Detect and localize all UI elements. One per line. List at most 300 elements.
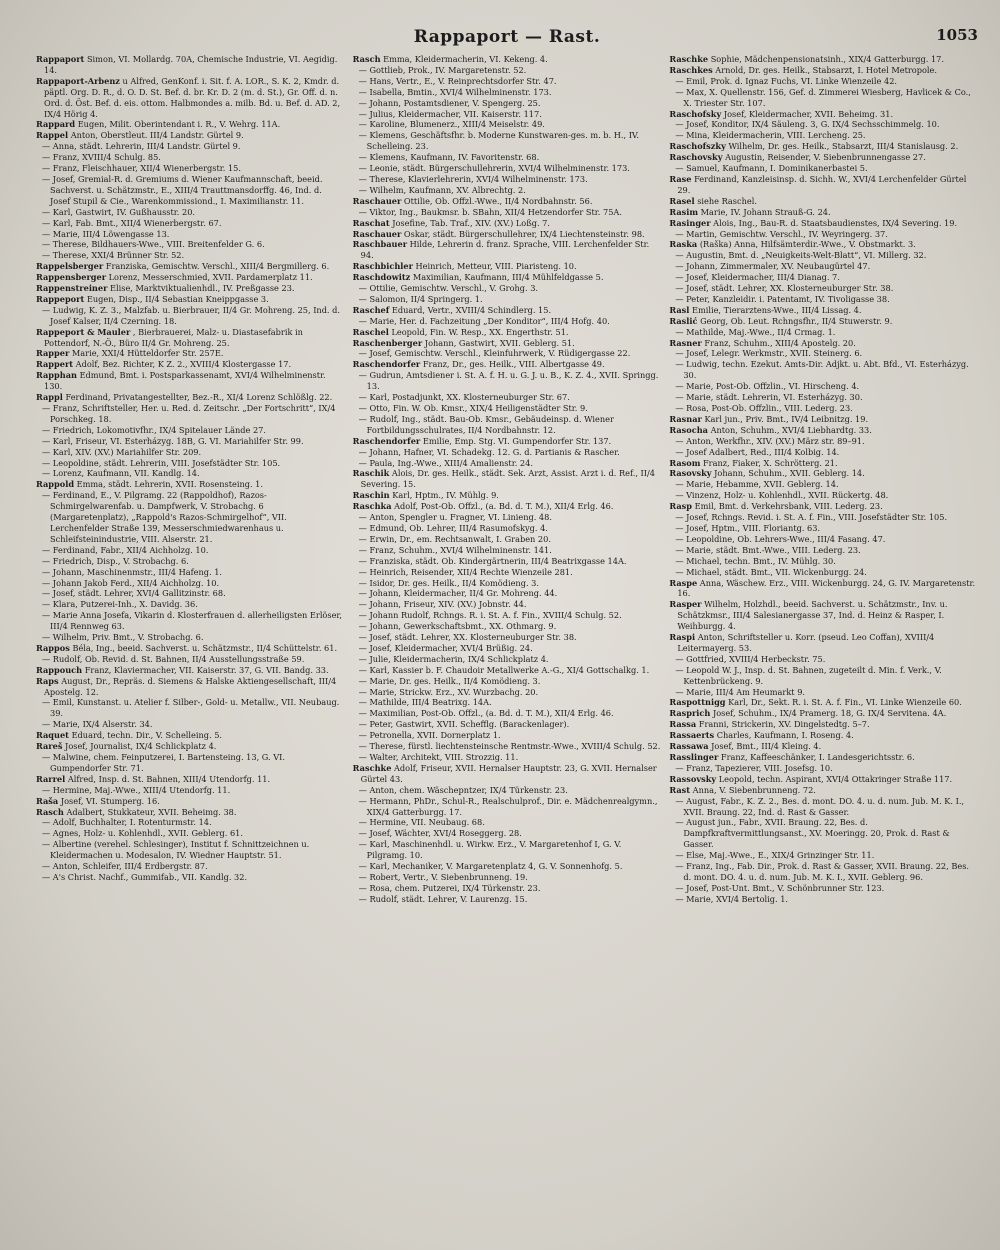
entry-text: Franz, Dr., ges. Heilk., VIII. Albertgasse 49.: [422, 359, 605, 370]
directory-entry-sub: [353, 163, 662, 174]
directory-entry-sub: [353, 403, 662, 414]
entry-text: — Josef, Rchngs. Revid. i. St. A. f. Fin., VIII. Josefstädter Str. 105.: [675, 512, 948, 523]
directory-entry-main: [669, 109, 978, 120]
directory-entry-sub: [36, 752, 345, 774]
directory-entry-sub: [669, 796, 978, 818]
directory-entry-sub: [669, 348, 978, 359]
entry-text: Eduard, techn. Dir., V. Schelleing. 5.: [71, 730, 223, 741]
entry-text: — Gottfried, XVIII/4 Herbeckstr. 75.: [675, 653, 826, 664]
directory-entry-sub: [353, 392, 662, 403]
directory-entry-main: [669, 632, 978, 654]
entry-text: — Rosa, chem. Putzerei, IX/4 Türkenstr. 23.: [358, 882, 541, 893]
entry-surname: Raschendorfer: [352, 435, 421, 446]
directory-entry-main: [36, 479, 345, 490]
directory-entry-sub: [353, 87, 662, 98]
directory-entry-main: [669, 458, 978, 469]
entry-text: — Ferdinand, Fabr., XII/4 Aichholzg. 10.: [42, 544, 209, 555]
directory-entry-main: [669, 207, 978, 218]
entry-text: — Ludwig, techn. Ezekut. Amts-Dir. Adjkt. u. Abt. Bfd., VI. Esterházyg. 30.: [675, 359, 969, 381]
entry-surname: Rapphan: [36, 370, 77, 381]
directory-entry-sub: [36, 545, 345, 556]
directory-entry-sub: [669, 512, 978, 523]
directory-entry-sub: [669, 883, 978, 894]
directory-entry-sub: [353, 883, 662, 894]
entry-text: Josef, Journalist, IX/4 Schlickplatz 4.: [65, 741, 217, 752]
directory-entry-sub: [353, 207, 662, 218]
directory-entry-sub: [669, 763, 978, 774]
directory-entry-main: [669, 752, 978, 763]
directory-entry-sub: [669, 283, 978, 294]
directory-entry-main: [353, 436, 662, 447]
directory-entry-sub: [36, 632, 345, 643]
directory-entry-sub: [353, 447, 662, 458]
entry-surname: Raschovsky: [669, 152, 723, 163]
directory-entry-sub: [669, 687, 978, 698]
directory-entry-sub: [669, 490, 978, 501]
entry-surname: Raschat: [352, 217, 390, 228]
directory-entry-main: [669, 708, 978, 719]
entry-surname: Raschke: [669, 54, 709, 64]
entry-text: — Johann, Friseur, XIV. (XV.) Jobnstr. 44.: [358, 599, 527, 610]
entry-text: — Therese, XXI/4 Brünner Str. 52.: [42, 250, 185, 261]
entry-text: — Karl, Kassier b. F. Chaudoir Metallwerke A.-G., XI/4 Gottschalkg. 1.: [358, 664, 650, 675]
entry-text: — Johann, Postamtsdiener, V. Spengerg. 25.: [358, 97, 541, 108]
directory-entry-main: [36, 359, 345, 370]
entry-surname: Raska: [669, 239, 698, 250]
directory-entry-main: [669, 468, 978, 479]
directory-entry-sub: [353, 610, 662, 621]
entry-text: — Gottlieb, Prok., IV. Margaretenstr. 52.: [358, 64, 527, 75]
entry-text: Arnold, Dr. ges. Heilk., Stabsarzt, I. Hotel Metropole.: [715, 64, 937, 75]
directory-entry-main: [669, 54, 978, 65]
entry-text: — Paula, Ing.-Wwe., XIII/4 Amalienstr. 24.: [358, 457, 533, 468]
directory-entry-sub: [353, 152, 662, 163]
entry-text: — Johann, Hafner, VI. Schadekg. 12. G. d. Partianis & Rascher.: [358, 446, 620, 457]
entry-text: — Isabella, Bmtin., XVI/4 Wilhelminenstr. 173.: [358, 86, 552, 97]
directory-entry-sub: [353, 785, 662, 796]
entry-text: Oskar, städt. Bürgerschullehrer, IX/4 Liechtensteinstr. 98.: [403, 228, 645, 239]
entry-text: — Klemens, Geschäftsfhr. b. Moderne Kunstwaren-ges. m. b. H., IV. Schelleing. 23.: [358, 130, 640, 152]
directory-entry-sub: [36, 828, 345, 839]
directory-entry-sub: [669, 76, 978, 87]
entry-text: — Emil, Kunstanst. u. Atelier f. Silber-, Gold- u. Metallw., VII. Neubaug. 39.: [42, 697, 340, 719]
entry-text: — Leopoldine, Ob. Lehrers-Wwe., III/4 Fasang. 47.: [675, 533, 886, 544]
directory-entry-sub: [353, 697, 662, 708]
directory-entry-main: [353, 54, 662, 65]
entry-text: Karl, Dr., Sekt. R. i. St. A. f. Fin., VI. Linke Wienzeile 60.: [728, 697, 962, 708]
running-head: Rappaport — Rast.: [413, 27, 601, 47]
directory-entry-sub: [353, 545, 662, 556]
entry-text: — Michael, techn. Bmt., IV. Mühlg. 30.: [675, 555, 836, 566]
entry-surname: Rappel: [36, 130, 69, 141]
directory-entry-main: [353, 763, 662, 785]
entry-surname: Raschik: [352, 468, 390, 479]
directory-entry-sub: [669, 130, 978, 141]
entry-text: Franziska, Gemischtw. Verschl., XIII/4 Bergmillerg. 6.: [105, 261, 330, 272]
directory-entry-sub: [353, 730, 662, 741]
entry-text: — Mathilde, III/4 Beatrixg. 14A.: [358, 697, 492, 708]
directory-entry-main: [669, 305, 978, 316]
entry-text: — Anna, städt. Lehrerin, III/4 Landstr. Gürtel 9.: [42, 141, 241, 152]
entry-text: — Friedrich, Lokomotivfhr., IX/4 Spitelauer Lände 27.: [42, 424, 266, 435]
entry-text: — Viktor, Ing., Baukmsr. b. SBahn, XII/4 Hetzendorfer Str. 75A.: [358, 206, 622, 217]
directory-entry-main: [36, 283, 345, 294]
directory-entry-sub: [353, 414, 662, 436]
directory-entry-main: [669, 501, 978, 512]
entry-text: — Leopold W. J., Insp. d. St. Bahnen, zugeteilt d. Min. f. Verk., V. Kettenbrückeng. 9.: [675, 664, 942, 686]
directory-entry-sub: [36, 152, 345, 163]
directory-entry-sub: [669, 850, 978, 861]
entry-text: Wilhelm, Holzhdl., beeid. Sachverst. u. Schätzmstr., Inv. u. Schätzkmsr., III/4 Salesianergasse 37, Ind. d. Heinz & Rasper, I. Weihburgg. 4.: [677, 599, 948, 632]
directory-entry-sub: [353, 665, 662, 676]
directory-entry-main: [36, 796, 345, 807]
entry-text: Josef, Kleidermacher, XVII. Beheimg. 31.: [723, 108, 894, 119]
entry-text: — Ludwig, K. Z. 3., Malzfab. u. Bierbrauer, II/4 Gr. Mohreng. 25, Ind. d. Josef Kalser, II/4 Czerning. 18.: [42, 304, 340, 326]
directory-entry-sub: [353, 861, 662, 872]
entry-text: — Josef, Hptm., VIII. Floriantg. 63.: [675, 522, 821, 533]
entry-text: Josef, Schuhm., IX/4 Pramerg. 18, G. IX/4 Servitenа. 4A.: [712, 708, 947, 719]
entry-text: — Ferdinand, E., V. Pilgramg. 22 (Rappoldhof), Razos-Schmirgelwarenfab. u. Dampfwerk, V. Strobachg. 6 (Margaretenplatz), „Rappold's Razos-Schmirgelhof“, VII. Lerchenfelder Straße 139, Messerschmiedwarenhaus u. Schleifsteinindustrie, VIII. Alserstr. 21.: [42, 490, 287, 544]
directory-entry-main: [36, 76, 345, 120]
directory-entry-sub: [669, 294, 978, 305]
directory-entry-sub: [669, 567, 978, 578]
entry-text: — Marie, Hebamme, XVII. Geblerg. 14.: [675, 479, 839, 490]
entry-text: — Karoline, Blumenerz., XIII/4 Meiselstr. 49.: [358, 119, 545, 130]
entry-surname: Raschin: [352, 490, 390, 501]
directory-entry-main: [36, 119, 345, 130]
entry-text: — A's Christ. Nachf., Gummifab., VII. Kandlg. 32.: [42, 871, 248, 882]
entry-text: — Hans, Vertr., E., V. Reinprechtsdorfer Str. 47.: [358, 75, 557, 86]
entry-surname: Rassa: [669, 719, 697, 730]
directory-entry-main: [36, 261, 345, 272]
directory-entry-main: [669, 338, 978, 349]
entry-text: Leopold, techn. Aspirant, XVI/4 Ottakringer Straße 117.: [718, 773, 953, 784]
directory-entry-main: [669, 774, 978, 785]
directory-entry-main: [669, 425, 978, 436]
directory-entry-sub: [669, 359, 978, 381]
entry-text: — Josef, Kleidermacher, XVI/4 Brüßig. 24.: [358, 642, 533, 653]
directory-entry-main: [353, 338, 662, 349]
directory-entry-sub: [353, 370, 662, 392]
directory-entry-main: [353, 501, 662, 512]
entry-text: — Marie, Post-Ob. Offzlin., VI. Hirscheng. 4.: [675, 381, 860, 392]
entry-text: — Josef, Lelegr. Werkmstr., XVII. Steinerg. 6.: [675, 348, 863, 359]
entry-surname: Rassovsky: [669, 773, 717, 784]
entry-text: — Marie, Her. d. Fachzeitung „Der Konditor“, III/4 Hofg. 40.: [358, 315, 610, 326]
entry-text: — Franziska, städt. Ob. Kindergärtnerin, III/4 Beatrixgasse 14A.: [358, 555, 627, 566]
entry-surname: Rappensberger: [36, 272, 107, 283]
directory-entry-sub: [353, 174, 662, 185]
entry-text: — Hermine, Maj.-Wwe., XIII/4 Utendorfg. 11.: [42, 784, 231, 795]
entry-text: — Johann, Maschinenmstr., III/4 Hafeng. 1.: [42, 566, 223, 577]
entry-text: — Klemens, Kaufmann, IV. Favoritenstr. 68.: [358, 152, 540, 163]
directory-entry-sub: [353, 130, 662, 152]
entry-text: — Maximilian, Post-Ob. Offzl., (a. Bd. d. T. M.), XII/4 Erlg. 46.: [358, 708, 614, 719]
entry-text: — Friedrich, Disp., V. Strobachg. 6.: [42, 555, 189, 566]
entry-text: — Marie, XVI/4 Bertolig. 1.: [675, 893, 789, 904]
entry-text: — Erwin, Dr., em. Rechtsanwalt, I. Graben 20.: [358, 533, 551, 544]
entry-text: — Edmund, Ob. Lehrer, III/4 Rasumofskyg. 4.: [358, 522, 548, 533]
directory-entry-main: [669, 174, 978, 196]
entry-text: Emil, Bmt. d. Verkehrsbank, VIII. Lederg. 23.: [694, 501, 883, 512]
directory-entry-main: [353, 305, 662, 316]
entry-text: — Klara, Putzerei-Inh., X. Davidg. 36.: [42, 599, 198, 610]
entry-surname: Rappl: [36, 392, 63, 403]
directory-entry-sub: [353, 556, 662, 567]
entry-text: Emilie, Emp. Stg. VI. Gumpendorfer Str. 137.: [422, 435, 612, 446]
entry-text: Leopold, Fin. W. Resp., XX. Engerthstr. 51.: [391, 326, 569, 337]
directory-entry-main: [353, 261, 662, 272]
entry-text: Anna, V. Siebenbrunneng. 72.: [692, 784, 816, 795]
entry-text: — Otto, Fin. W. Ob. Kmsr., XIX/4 Heiligenstädter Str. 9.: [358, 403, 588, 413]
directory-entry-sub: [36, 861, 345, 872]
entry-text: — Gudrun, Amtsdiener i. St. A. f. H. u. G. J. u. B., K. Z. 4., XVII. Springg. 13.: [358, 370, 659, 392]
entry-surname: Raschef: [352, 304, 390, 315]
entry-text: — Malwine, chem. Feinputzerei, I. Bartensteing. 13, G. VI. Gumpendorfer Str. 71.: [42, 752, 285, 773]
entry-text: — Marie, städt. Bmt.-Wwe., VIII. Lederg. 23.: [675, 544, 861, 555]
directory-entry-sub: [353, 578, 662, 589]
entry-text: — Marie, Dr. ges. Heilk., II/4 Komödieng. 3.: [358, 675, 541, 686]
entry-text: Adalbert, Stukkateur, XVII. Beheimg. 38.: [66, 806, 237, 817]
entry-text: — Josef, Post-Unt. Bmt., V. Schönbrunner Str. 123.: [675, 882, 885, 893]
entry-text: — Josef Adalbert, Red., III/4 Kolbig. 14.: [675, 446, 840, 457]
directory-entry-sub: [36, 817, 345, 828]
entry-text: — Emil, Prok. d. Ignaz Fuchs, VI. Linke Wienzeile 42.: [675, 75, 898, 86]
entry-surname: Rassawa: [669, 741, 709, 752]
directory-entry-main: [353, 218, 662, 229]
entry-surname: Raschkes: [669, 64, 713, 75]
directory-entry-sub: [669, 479, 978, 490]
entry-text: — Leopoldine, städt. Lehrerin, VIII. Josefstädter Str. 105.: [42, 457, 281, 468]
directory-entry-sub: [36, 578, 345, 589]
entry-surname: Raschdowitz: [352, 272, 411, 283]
entry-text: — Marie, Strickw. Erz., XV. Wurzbachg. 20.: [358, 686, 539, 697]
entry-surname: Raschbauer: [352, 239, 408, 250]
directory-entry-sub: [353, 839, 662, 861]
entry-text: — Karl, Postadjunkt, XX. Klosterneuburger Str. 67.: [358, 392, 570, 403]
directory-entry-sub: [669, 556, 978, 567]
entry-surname: Rasprich: [669, 708, 711, 719]
directory-entry-main: [353, 229, 662, 240]
entry-surname: Raschauer: [352, 228, 402, 239]
directory-entry-main: [353, 359, 662, 370]
directory-entry-sub: [353, 599, 662, 610]
directory-entry-sub: [353, 872, 662, 883]
entry-text: — Johann, Gewerkschaftsbmt., XX. Othmarg. 9.: [358, 621, 557, 632]
directory-entry-sub: [36, 839, 345, 861]
directory-entry-main: [353, 272, 662, 283]
directory-entry-sub: [669, 447, 978, 458]
entry-surname: Rappard: [36, 119, 76, 130]
entry-text: — Franz, Schuhm., XVI/4 Wilhelminenstr. 141.: [358, 544, 552, 555]
directory-entry-sub: [669, 665, 978, 687]
entry-surname: Rasnar: [669, 413, 702, 424]
directory-entry-main: [669, 239, 978, 250]
directory-entry-main: [669, 152, 978, 163]
entry-text: — Adolf, Buchhalter, I. Rotenturmstr. 14.: [42, 817, 212, 828]
entry-surname: Raspottnigg: [669, 697, 726, 708]
directory-entry-main: [36, 643, 345, 654]
directory-entry-main: [353, 196, 662, 207]
directory-entry-main: [669, 316, 978, 327]
directory-entry-sub: [353, 817, 662, 828]
entry-surname: Rappert: [36, 359, 74, 370]
entry-text: — Josef, städt. Lehrer, XX. Klosterneuburger Str. 38.: [358, 632, 577, 643]
directory-entry-main: [669, 785, 978, 796]
directory-columns: [36, 54, 978, 1234]
directory-entry-sub: [353, 294, 662, 305]
directory-entry-sub: [669, 894, 978, 905]
entry-text: Simon, VI. Mollardg. 70A, Chemische Industrie, VI. Aegidig. 14.: [44, 54, 338, 75]
directory-entry-sub: [353, 654, 662, 665]
directory-entry-main: [353, 490, 662, 501]
entry-text: — Josef, Wächter, XVI/4 Roseggerg. 28.: [358, 828, 522, 839]
directory-entry-main: [669, 578, 978, 600]
entry-surname: Raschbichler: [352, 261, 413, 272]
directory-entry-sub: [353, 708, 662, 719]
entry-surname: Rasp: [669, 501, 692, 512]
entry-text: — Franz, Tapezierer, VIII. Josefsg. 10.: [675, 762, 833, 773]
entry-text: Marie, XXI/4 Hütteldorfer Str. 257E.: [71, 348, 224, 359]
directory-entry-main: [36, 370, 345, 392]
entry-text: — Therese, Klavierlehrerin, XVI/4 Wilhelminenstr. 173.: [358, 173, 588, 184]
directory-entry-sub: [353, 98, 662, 109]
entry-text: — Augustin, Bmt. d. „Neuigkeits-Welt-Blatt“, VI. Millerg. 32.: [675, 250, 927, 261]
directory-entry-sub: [353, 185, 662, 196]
directory-entry-main: [353, 239, 662, 261]
directory-entry-sub: [36, 218, 345, 229]
entry-text: — Martin, Gemischtw. Verschl., IV. Weyringerg. 37.: [675, 228, 888, 239]
page-header: [36, 24, 978, 50]
directory-entry-main: [669, 65, 978, 76]
entry-text: Josef, VI. Stumperg. 16.: [60, 795, 160, 806]
entry-text: — Max, X. Quellenstr. 156, Gef. d. Zimmerei Wiesberg, Havlicek & Co., X. Triester Str. 107.: [675, 86, 971, 108]
entry-text: — Karl, Fab. Bmt., XII/4 Wienerbergstr. 67.: [42, 217, 222, 228]
entry-surname: Rasom: [669, 457, 701, 468]
entry-text: — Rudolf, Ob. Revid. d. St. Bahnen, II/4 Ausstellungsstraße 59.: [42, 653, 305, 664]
entry-text: Elise, Marktviktualienhdl., IV. Preßgasse 23.: [110, 283, 295, 294]
entry-surname: Rappouch: [36, 664, 83, 675]
entry-text: Franz, Fiaker, X. Schrötterg. 21.: [702, 457, 838, 468]
column-3: [669, 54, 978, 1234]
entry-surname: Raspe: [669, 577, 698, 588]
entry-text: Johann, Gastwirt, XVII. Geblerg. 51.: [424, 337, 575, 348]
directory-entry-sub: [353, 567, 662, 578]
entry-text: — Marie, IX/4 Alserstr. 34.: [42, 719, 153, 730]
entry-text: — Else, Maj.-Wwe., E., XIX/4 Grinzinger Str. 11.: [675, 850, 875, 861]
entry-text: — Therese, Bildhauers-Wwe., VIII. Breitenfelder G. 6.: [42, 239, 265, 250]
entry-text: — Franz, Fleischhauer, XII/4 Wienerbergstr. 15.: [42, 163, 241, 174]
directory-entry-sub: [353, 796, 662, 818]
directory-entry-sub: [36, 719, 345, 730]
directory-entry-sub: [36, 403, 345, 425]
directory-entry-sub: [36, 588, 345, 599]
entry-text: Emma, städt. Lehrerin, XVII. Rosensteing. 1.: [76, 479, 263, 490]
directory-entry-sub: [669, 87, 978, 109]
directory-entry-main: [36, 130, 345, 141]
directory-entry-sub: [353, 458, 662, 469]
entry-text: — Robert, Vertr., V. Siebenbrunneng. 19.: [358, 871, 528, 882]
entry-surname: Rappeport & Mauler: [36, 326, 131, 337]
entry-text: Augustin, Reisender, V. Siebenbrunnengasse 27.: [725, 152, 926, 163]
entry-text: — Johann, Kleidermacher, II/4 Gr. Mohreng. 44.: [358, 588, 558, 599]
entry-text: — Julius, Kleidermacher, VII. Kaiserstr. 117.: [358, 108, 542, 119]
entry-text: — Isidor, Dr. ges. Heilk., II/4 Komödieng. 3.: [358, 577, 539, 588]
directory-entry-sub: [353, 719, 662, 730]
entry-text: Karl, Hptm., IV. Mühlg. 9.: [392, 490, 499, 501]
entry-text: — Walter, Architekt, VIII. Strozzig. 11.: [358, 752, 519, 762]
directory-entry-sub: [36, 207, 345, 218]
entry-text: Franz, Klaviermacher, VII. Kaiserstr. 37, G. VII. Bandg. 33.: [84, 664, 329, 675]
directory-entry-main: [36, 665, 345, 676]
entry-text: — Karl, Friseur, VI. Esterházyg. 18B, G. VI. Mariahilfer Str. 99.: [42, 435, 304, 446]
entry-text: Ottilie, Ob. Offzl.-Wwe., II/4 Nordbahnstr. 56.: [403, 195, 593, 206]
directory-entry-sub: [36, 250, 345, 261]
directory-entry-sub: [669, 654, 978, 665]
entry-surname: Raschka: [352, 501, 392, 512]
entry-text: Eugen, Milit. Oberintendant i. R., V. Wehrg. 11A.: [77, 119, 281, 130]
entry-text: Franni, Strickerin, XV. Dingelstedtg. 5–7.: [698, 719, 870, 730]
entry-text: Emma, Kleidermacherin, VI. Kekeng. 4.: [383, 54, 548, 64]
directory-entry-sub: [36, 425, 345, 436]
entry-text: Charles, Kaufmann, I. Roseng. 4.: [716, 730, 854, 741]
entry-text: — Heinrich, Reisender, XII/4 Rechte Wienzeile 281.: [358, 566, 573, 577]
directory-entry-sub: [353, 316, 662, 327]
entry-text: Josefine, Tab. Traf., XIV. (XV.) Loßg. 7.: [392, 217, 550, 228]
directory-entry-sub: [36, 305, 345, 327]
directory-entry-sub: [669, 163, 978, 174]
directory-entry-sub: [36, 610, 345, 632]
directory-entry-sub: [669, 403, 978, 414]
directory-entry-sub: [36, 447, 345, 458]
entry-text: — Marie, städt. Lehrerin, VI. Esterházyg. 30.: [675, 392, 863, 403]
entry-text: — Josef, städt. Lehrer, XVI/4 Gallitzinstr. 68.: [42, 588, 226, 599]
entry-text: Alois, Ing., Bau-R. d. Staatsbaudienstes, IX/4 Severing. 19.: [713, 217, 958, 228]
entry-text: — Anton, Spengler u. Fragner, VI. Linieng. 48.: [358, 512, 552, 523]
entry-text: Eugen, Disp., II/4 Sebastian Kneippgasse 3.: [86, 293, 269, 304]
entry-text: Franz, Schuhm., XIII/4 Apostelg. 20.: [704, 337, 856, 348]
directory-entry-sub: [353, 283, 662, 294]
entry-text: — Anton, Werkfhr., XIV. (XV.) März str. 89–91.: [675, 435, 865, 446]
entry-surname: Raschenberger: [352, 337, 423, 348]
directory-entry-sub: [36, 599, 345, 610]
column-2: [353, 54, 662, 1234]
entry-text: Karl jun., Priv. Bmt., IV/4 Leibnitzg. 19.: [704, 413, 869, 424]
entry-text: Alois, Dr. ges. Heilk., städt. Sek. Arzt, Assist. Arzt i. d. Ref., II/4 Severing. 15.: [360, 468, 655, 490]
entry-text: — Therese, fürstl. liechtensteinsche Rentmstr.-Wwe., XVIII/4 Schulg. 52.: [358, 741, 661, 752]
entry-text: — Josef, Konditor, IX/4 Säuleng. 3, G. IX/4 Sechsschimmelg. 10.: [675, 119, 940, 130]
entry-text: — Vinzenz, Holz- u. Kohlenhdl., XVII. Rückertg. 48.: [675, 490, 889, 501]
entry-text: Alfred, Insp. d. St. Bahnen, XIII/4 Utendorfg. 11.: [67, 773, 271, 784]
entry-surname: Raschofsky: [669, 108, 722, 119]
directory-entry-main: [36, 294, 345, 305]
directory-entry-sub: [669, 861, 978, 883]
directory-entry-main: [36, 54, 345, 76]
entry-surname: Rasper: [669, 599, 702, 610]
entry-surname: Raschke: [352, 762, 392, 773]
entry-text: — Peter, Gastwirt, XVII. Schefflg. (Barackenlager).: [358, 719, 570, 730]
entry-text: — Marie, III/4 Löwengasse 13.: [42, 228, 170, 239]
entry-text: — Marie Anna Josefa, Vikarin d. Klosterfrauen d. allerheiligsten Erlöser, III/4 Rennweg 63.: [42, 610, 343, 632]
directory-entry-sub: [353, 348, 662, 359]
entry-text: — Hermann, PhDr., Schul-R., Realschulprof., Dir. e. Mädchenrealgymn., XIX/4 Gatterburgg. 17.: [358, 795, 658, 817]
directory-entry-main: [36, 676, 345, 698]
entry-text: Eduard, Vertr., XVIII/4 Schindlerg. 15.: [391, 304, 552, 315]
directory-entry-main: [669, 141, 978, 152]
directory-entry-sub: [36, 163, 345, 174]
entry-text: — Salomon, II/4 Springerg. 1.: [358, 293, 483, 304]
directory-entry-sub: [669, 545, 978, 556]
